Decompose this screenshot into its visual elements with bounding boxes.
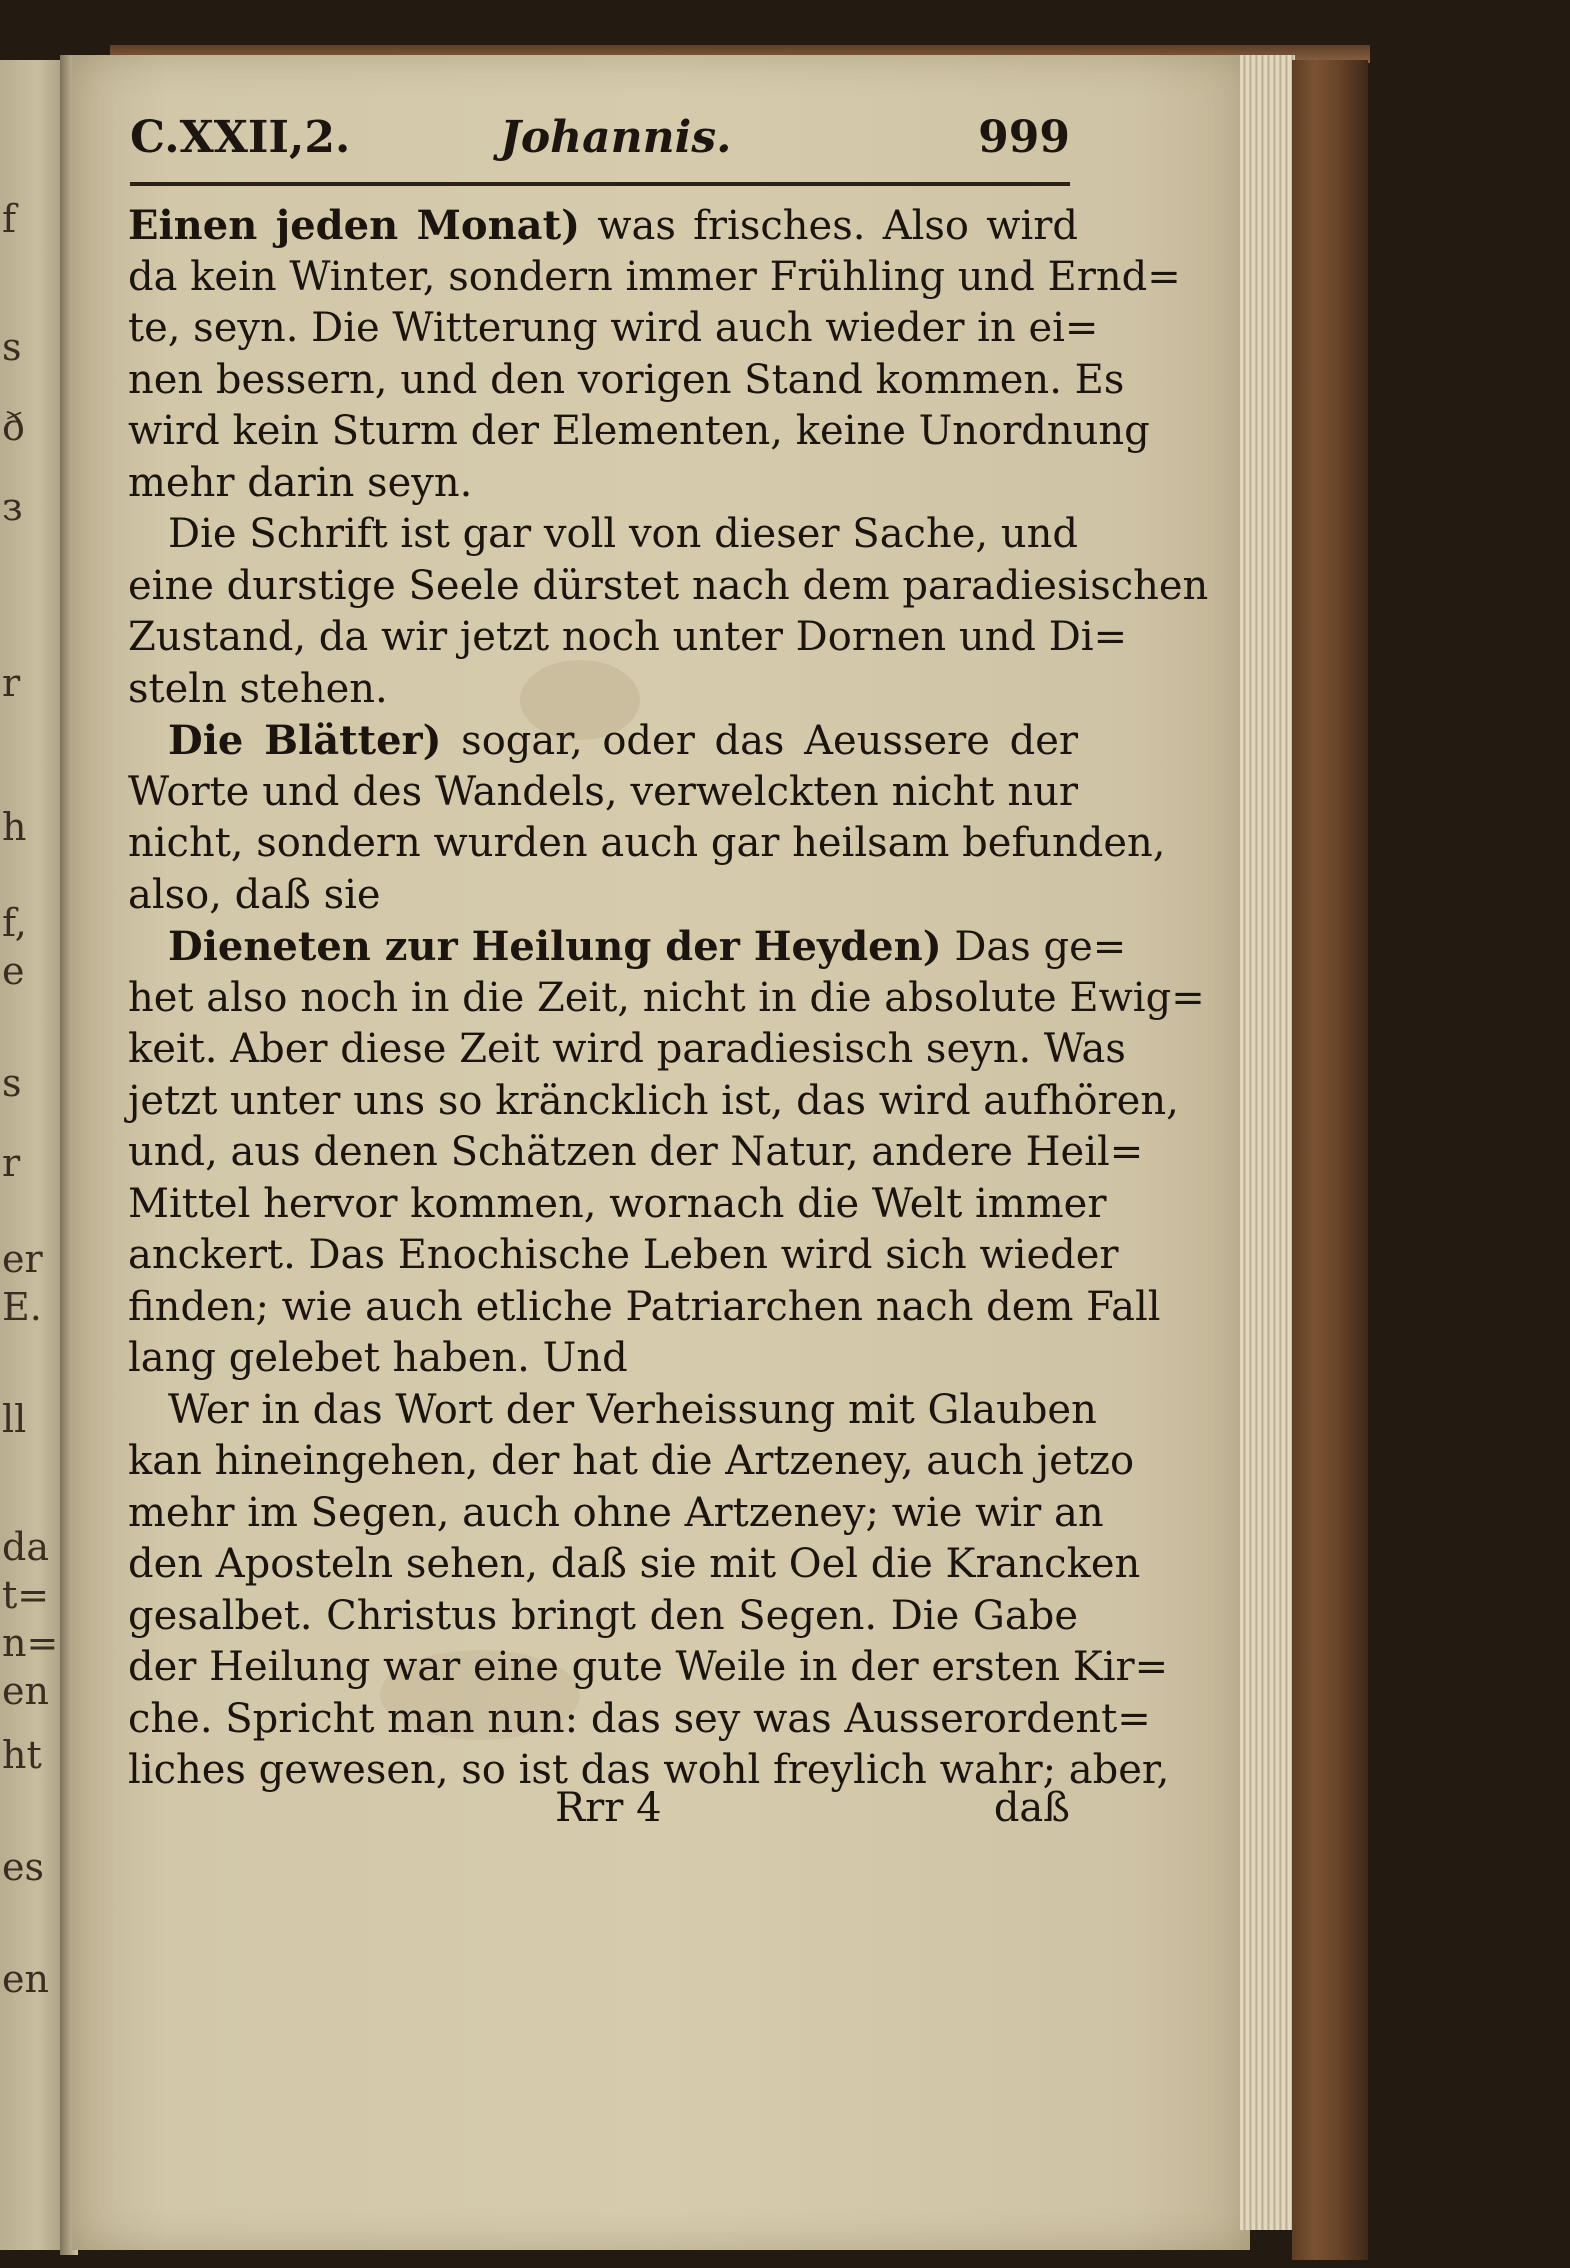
text-line [128, 1024, 1126, 1076]
line-text: was frisches. Also wird [580, 203, 1079, 249]
fragment-letter: er [2, 1237, 43, 1281]
line-text: anckert. Das Enochische Leben wird sich wieder [128, 1232, 1119, 1278]
line-text: gesalbet. Christus bringt den Segen. Die Gabe [128, 1592, 1078, 1639]
line-text: der Heilung war eine gute Weile in der ersten Kir= [128, 1644, 1169, 1690]
fragment-letter: t= [2, 1573, 50, 1617]
text-line [128, 252, 1181, 304]
fragment-letter: h [2, 805, 27, 849]
text-line [128, 664, 1078, 716]
line-text: den Aposteln sehen, daß sie mit Oel die Krancken [128, 1541, 1141, 1587]
fragment-letter: r [2, 1141, 21, 1185]
bold-lemma: Die Blätter) [168, 717, 442, 764]
fragment-letter: ht [2, 1733, 42, 1777]
text-line [128, 458, 1078, 510]
line-text: Wer in das Wort der Verheissung mit Glauben [168, 1386, 1097, 1433]
text-line [128, 1230, 1119, 1282]
fragment-letter: en [2, 1669, 49, 1713]
line-text: lang gelebet haben. Und [128, 1335, 628, 1381]
page-block-edges [1240, 55, 1295, 2230]
line-text: Die Schrift ist gar voll von dieser Sache, und [168, 511, 1078, 557]
header-rule [130, 182, 1070, 186]
fragment-letter: f [2, 197, 17, 241]
fragment-letter: e [2, 949, 25, 993]
text-line [128, 921, 1127, 973]
text-line [128, 870, 1078, 922]
line-text: steln stehen. [128, 665, 388, 712]
line-text: jetzt unter uns so kräncklich ist, das wird aufhören, [128, 1077, 1179, 1124]
running-header [130, 112, 1070, 172]
text-line [128, 355, 1125, 407]
line-text: kan hineingehen, der hat die Artzeney, auch jetzo [128, 1438, 1135, 1484]
fragment-letter: E. [2, 1285, 42, 1329]
text-line [128, 1591, 1078, 1643]
line-text: also, daß sie [128, 871, 381, 918]
text-line [128, 406, 1150, 458]
fragment-letter: f, [2, 901, 27, 945]
line-text: finden; wie auch etliche Patriarchen nach dem Fall [128, 1283, 1161, 1330]
text-line [128, 1539, 1141, 1591]
text-line [128, 561, 1209, 613]
line-text: mehr darin seyn. [128, 459, 473, 506]
line-text: Mittel hervor kommen, wornach die Welt immer [128, 1180, 1107, 1227]
text-line [128, 303, 1099, 355]
text-line [128, 818, 1166, 870]
text-line [128, 1333, 1078, 1385]
text-line [128, 1282, 1161, 1334]
line-text: mehr im Segen, auch ohne Artzeney; wie wir an [128, 1489, 1104, 1536]
fragment-letter: r [2, 661, 21, 705]
line-text: te, seyn. Die Witterung wird auch wieder in ei= [128, 305, 1099, 351]
fragment-letter: ll [2, 1397, 27, 1441]
text-line [128, 1179, 1107, 1231]
line-text: da kein Winter, sondern immer Frühling und Ernd= [128, 253, 1181, 300]
line-text: nen bessern, und den vorigen Stand kommen. Es [128, 356, 1125, 403]
text-line [128, 1436, 1135, 1488]
fragment-letter: з [2, 485, 23, 529]
book-title: Johannis. [500, 112, 732, 163]
line-text: liches gewesen, so ist das wohl freylich wahr; aber, [128, 1747, 1170, 1793]
signature-mark: Rrr 4 [555, 1785, 662, 1831]
text-line [128, 715, 1078, 767]
line-text: eine durstige Seele dürstet nach dem paradiesischen [128, 562, 1209, 609]
page-footer [130, 1785, 1070, 1841]
body-text [128, 200, 1209, 1797]
text-line [128, 1385, 1097, 1437]
text-line [128, 1488, 1104, 1540]
text-line [128, 1076, 1179, 1128]
fragment-letter: n= [2, 1621, 59, 1665]
line-text: che. Spricht man nun: das sey was Ausserordent= [128, 1695, 1151, 1742]
text-line [128, 973, 1205, 1025]
fragment-letter: s [2, 1061, 22, 1105]
chapter-reference: C.XXII,2. [130, 112, 351, 163]
fragment-letter: en [2, 1957, 49, 2001]
catchword: daß [993, 1785, 1070, 1831]
line-text: Worte und des Wandels, verwelckten nicht nur [128, 768, 1078, 815]
line-text: nicht, sondern wurden auch gar heilsam befunden, [128, 820, 1166, 866]
line-text: Das ge= [941, 924, 1127, 970]
fragment-letter: es [2, 1845, 44, 1889]
line-text: und, aus denen Schätzen der Natur, andere Heil= [128, 1129, 1144, 1175]
text-line [128, 200, 1078, 252]
line-text: keit. Aber diese Zeit wird paradiesisch seyn. Was [128, 1026, 1126, 1072]
bold-lemma: Dieneten zur Heilung der Heyden) [168, 923, 942, 970]
page-number: 999 [978, 112, 1070, 163]
fragment-letter: ð [2, 405, 25, 449]
bold-lemma: Einen jeden Monat) [128, 202, 581, 249]
line-text: wird kein Sturm der Elementen, keine Unordnung [128, 408, 1150, 454]
line-text: Zustand, da wir jetzt noch unter Dornen und Di= [128, 614, 1128, 660]
line-text: sogar, oder das Aeussere der [441, 718, 1078, 764]
fragment-letter: s [2, 325, 22, 369]
book-cover-spine [1292, 60, 1368, 2260]
text-line [128, 509, 1078, 561]
text-line [128, 612, 1128, 664]
fragment-letter: da [2, 1525, 49, 1569]
text-line [128, 767, 1078, 819]
text-line [128, 1127, 1144, 1179]
text-line [128, 1694, 1151, 1746]
text-line [128, 1642, 1169, 1694]
line-text: het also noch in die Zeit, nicht in die absolute Ewig= [128, 974, 1205, 1021]
